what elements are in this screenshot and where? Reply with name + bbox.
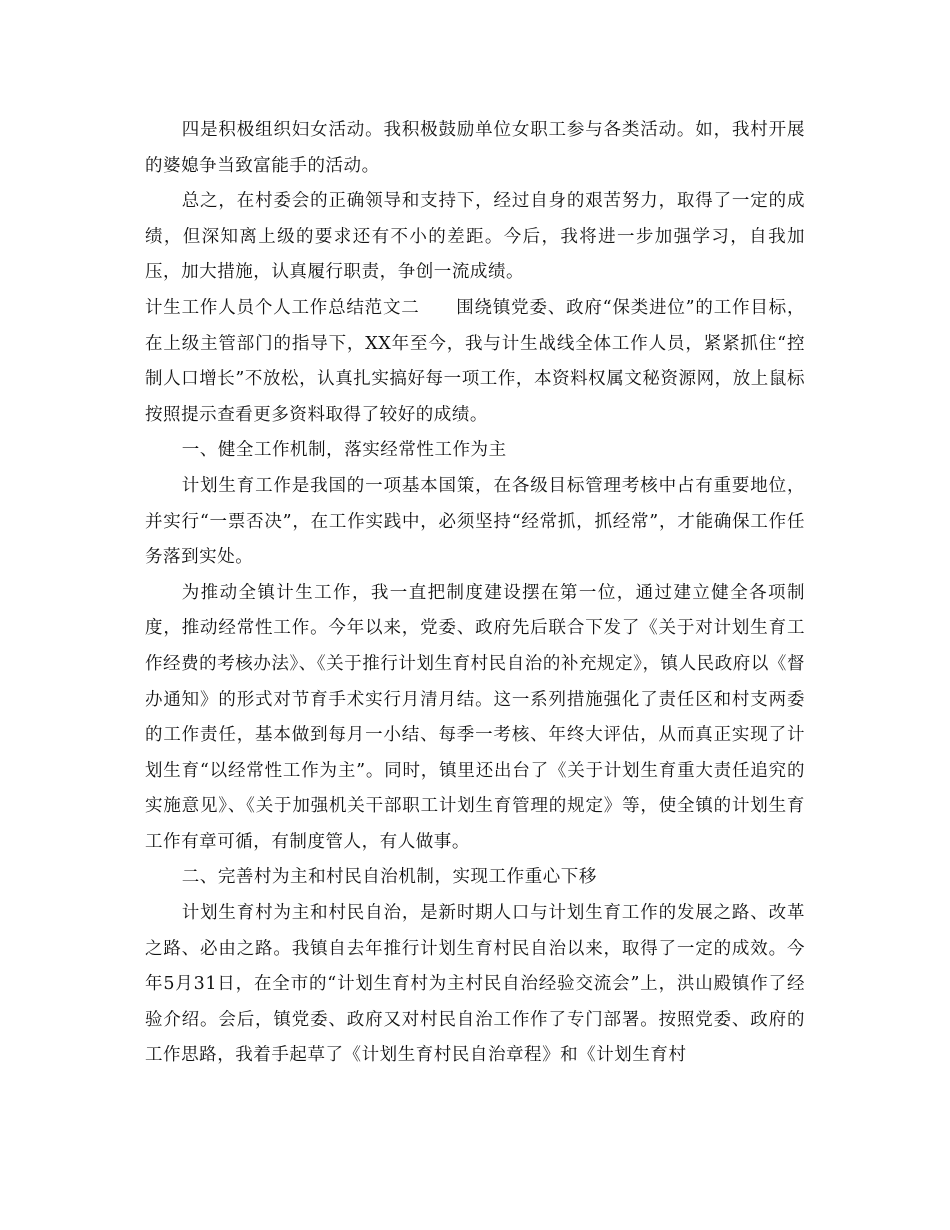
section-heading-one: 一、健全工作机制，落实经常性工作为主: [181, 440, 507, 461]
section-heading-two: 二、完善村为主和村民自治机制，实现工作重心下移: [181, 867, 597, 888]
paragraph-system-building: 为推动全镇计生工作，我一直把制度建设摆在第一位，通过建立健全各项制度，推动经常性工作。今年以来，党委、政府先后联合下发了《关于对计划生育工作经费的考核办法》、《关于推行计划生育村民自治的补充规定》，镇人民政府以《督办通知》的形式对节育手术实行月清月结。这一系列措施强化了责任区和村支两委的工作责任，基本做到每月一小结、每季一考核、年终大评估，从而真正实现了计划生育“以经常性工作为主”。同时，镇里还出台了《关于计划生育重大责任追究的实施意见》、《关于加强机关干部职工计划生育管理的规定》等，使全镇的计划生育工作有章可循，有制度管人，有人做事。: [145, 582, 805, 852]
paragraph-women-activities: 四是积极组织妇女活动。我积极鼓励单位女职工参与各类活动。如，我村开展的婆媳争当致富能手的活动。: [145, 120, 805, 176]
paragraph-national-policy: 计划生育工作是我国的一项基本国策，在各级目标管理考核中占有重要地位，并实行“一票否决”，在工作实践中，必须坚持“经常抓，抓经常”，才能确保工作任务落到实处。: [145, 475, 805, 568]
paragraph-sample-two-intro: 计生工作人员个人工作总结范文二 围绕镇党委、政府“保类进位”的工作目标，在上级主管部门的指导下，XX年至今，我与计生战线全体工作人员，紧紧抓住“控制人口增长”不放松，认真扎实搞好每一项工作，本资料权属文秘资源网，放上鼠标按照提示查看更多资料取得了较好的成绩。: [145, 297, 805, 425]
document-page: [145, 113, 805, 1074]
paragraph-summary-conclusion: 总之，在村委会的正确领导和支持下，经过自身的艰苦努力，取得了一定的成绩，但深知离上级的要求还有不小的差距。今后，我将进一步加强学习，自我加压，加大措施，认真履行职责，争创一流成绩。: [145, 191, 805, 283]
paragraph-village-autonomy: 计划生育村为主和村民自治，是新时期人口与计划生育工作的发展之路、改革之路、必由之路。我镇自去年推行计划生育村民自治以来，取得了一定的成效。今年5月31日，在全市的“计划生育村为主村民自治经验交流会”上，洪山殿镇作了经验介绍。会后，镇党委、政府又对村民自治工作作了专门部署。按照党委、政府的工作思路，我着手起草了《计划生育村民自治章程》和《计划生育村: [145, 903, 805, 1066]
